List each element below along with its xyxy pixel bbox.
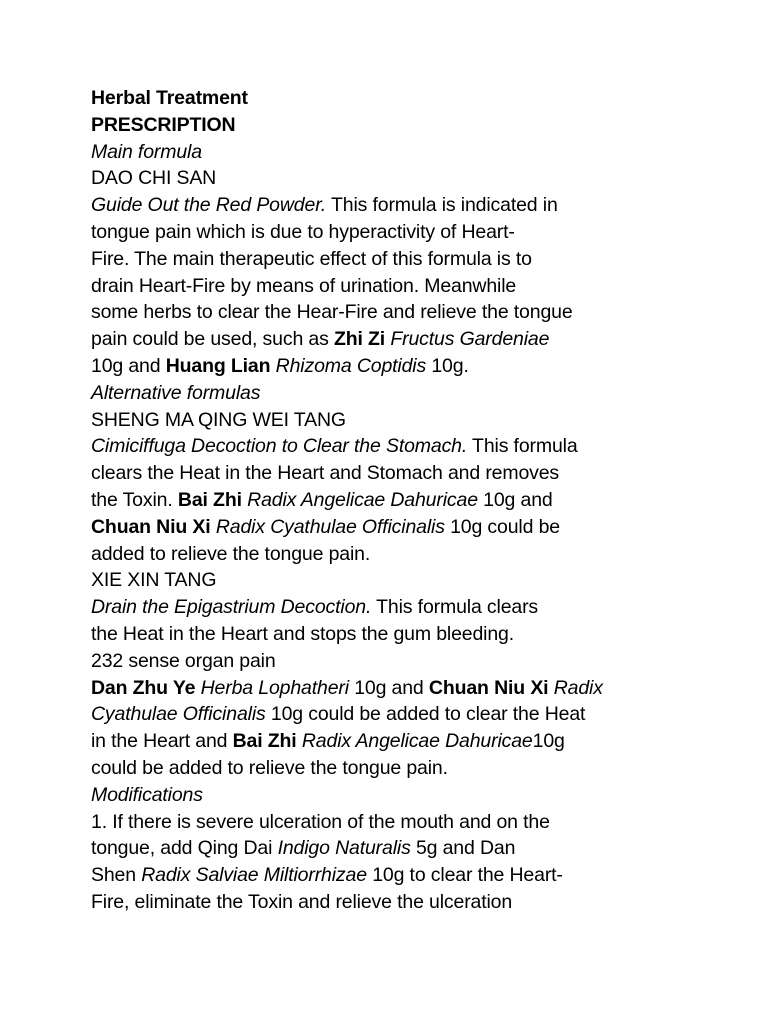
text-line xyxy=(91,755,711,782)
text-line xyxy=(91,567,711,594)
text-line xyxy=(91,85,711,112)
text-run: clears the Heat in the Heart and Stomach and removes xyxy=(91,462,560,485)
text-run: This formula is indicated in xyxy=(326,194,558,217)
bold-text-run: Dan Zhu Ye xyxy=(91,676,196,699)
italic-text-run: Herba Lophatheri xyxy=(200,676,349,699)
italic-text-run: Cyathulae Officinalis xyxy=(91,703,266,726)
text-line xyxy=(91,326,711,353)
text-run: XIE XIN TANG xyxy=(91,569,217,592)
text-run: 10g. xyxy=(426,354,469,377)
text-line xyxy=(91,246,711,273)
text-run: tongue pain which is due to hyperactivity of Heart- xyxy=(91,220,515,243)
text-line xyxy=(91,380,711,407)
text-run: 5g and Dan xyxy=(410,837,516,860)
text-line xyxy=(91,192,711,219)
italic-text-run: Alternative formulas xyxy=(91,381,261,404)
text-run: drain Heart-Fire by means of urination. Meanwhile xyxy=(91,274,517,297)
text-run: 10g could be xyxy=(444,515,560,538)
text-line xyxy=(91,728,711,755)
italic-text-run: Radix Salviae Miltiorrhizae xyxy=(141,864,367,887)
text-run: added to relieve the tongue pain. xyxy=(91,542,371,565)
text-line xyxy=(91,460,711,487)
bold-text-run: Bai Zhi xyxy=(177,488,242,511)
text-line xyxy=(91,514,711,541)
text-run: 10g and xyxy=(477,488,553,511)
bold-text-run: Chuan Niu Xi xyxy=(91,515,211,538)
text-line xyxy=(91,487,711,514)
text-line xyxy=(91,433,711,460)
text-line xyxy=(91,273,711,300)
italic-text-run: Rhizoma Coptidis xyxy=(275,354,427,377)
text-line xyxy=(91,675,711,702)
text-run: Fire. The main therapeutic effect of this formula is to xyxy=(91,247,532,270)
text-run: SHENG MA QING WEI TANG xyxy=(91,408,346,431)
italic-text-run: Radix Cyathulae Officinalis xyxy=(215,515,445,538)
italic-text-run: Radix Angelicae Dahuricae xyxy=(301,730,533,753)
text-line xyxy=(91,835,711,862)
text-run: This formula clears xyxy=(371,596,539,619)
text-run: 10g xyxy=(532,730,565,753)
text-line xyxy=(91,299,711,326)
text-run: some herbs to clear the Hear-Fire and relieve the tongue xyxy=(91,301,573,324)
italic-text-run: Modifications xyxy=(91,783,203,806)
italic-text-run: Cimiciffuga Decoction to Clear the Stomach. xyxy=(91,435,468,458)
bold-text-run: Zhi Zi xyxy=(333,328,386,351)
text-run: 10g to clear the Heart- xyxy=(366,864,563,887)
text-run: Fire, eliminate the Toxin and relieve the ulceration xyxy=(91,890,513,913)
text-line xyxy=(91,219,711,246)
bold-text-run: Chuan Niu Xi xyxy=(428,676,549,699)
text-run: 10g and xyxy=(348,676,429,699)
text-run: 1. If there is severe ulceration of the mouth and on the xyxy=(91,810,550,833)
text-run: DAO CHI SAN xyxy=(91,167,217,190)
text-line xyxy=(91,541,711,568)
text-run: 232 sense organ pain xyxy=(91,649,276,672)
italic-text-run: Drain the Epigastrium Decoction. xyxy=(91,596,372,619)
text-run: pain could be used, such as xyxy=(91,328,334,351)
text-run: tongue, add Qing Dai xyxy=(91,837,278,860)
bold-text-run: Herbal Treatment xyxy=(91,87,248,109)
text-line xyxy=(91,621,711,648)
text-run: the Toxin. xyxy=(91,488,178,511)
text-run: in the Heart and xyxy=(91,730,233,753)
text-line xyxy=(91,782,711,809)
text-line xyxy=(91,139,711,166)
text-run: 10g could be added to clear the Heat xyxy=(265,703,586,726)
bold-text-run: PRESCRIPTION xyxy=(91,113,236,136)
italic-text-run: Main formula xyxy=(91,140,202,163)
text-run: the Heat in the Heart and stops the gum bleeding. xyxy=(91,622,515,645)
bold-text-run: Huang Lian xyxy=(165,354,271,377)
text-run: could be added to relieve the tongue pain. xyxy=(91,756,448,779)
text-line xyxy=(91,112,711,139)
italic-text-run: Fructus Gardeniae xyxy=(390,328,550,351)
text-line xyxy=(91,407,711,434)
italic-text-run: Radix xyxy=(553,676,603,699)
text-line xyxy=(91,701,711,728)
text-line xyxy=(91,889,711,916)
document-body xyxy=(91,85,711,916)
text-line xyxy=(91,165,711,192)
text-run: Shen xyxy=(91,864,142,887)
italic-text-run: Indigo Naturalis xyxy=(277,837,411,860)
text-line xyxy=(91,809,711,836)
text-run: 10g and xyxy=(91,354,166,377)
text-line xyxy=(91,862,711,889)
bold-text-run: Bai Zhi xyxy=(232,730,297,753)
text-line xyxy=(91,648,711,675)
text-line xyxy=(91,353,711,380)
italic-text-run: Guide Out the Red Powder. xyxy=(91,194,327,217)
italic-text-run: Radix Angelicae Dahuricae xyxy=(247,488,478,511)
text-run: This formula xyxy=(467,435,578,458)
text-line xyxy=(91,594,711,621)
